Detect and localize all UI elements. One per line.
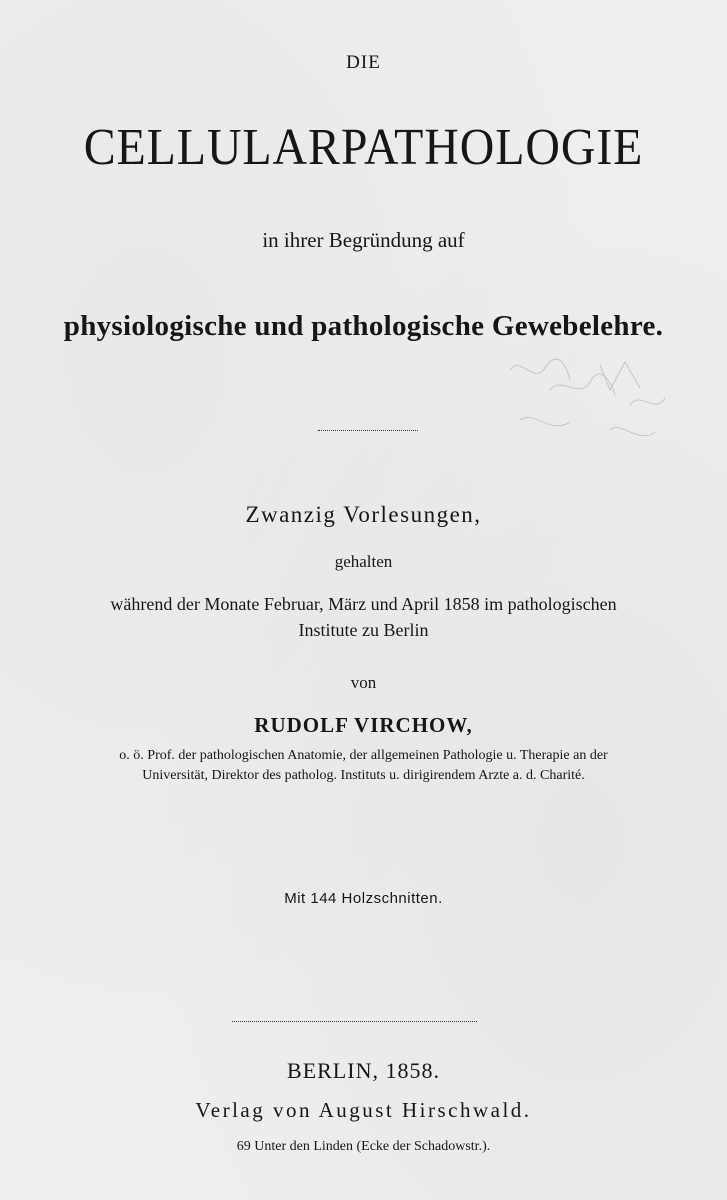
held-line: gehalten [334,552,393,571]
subtitle-line-2: physiologische und pathologische Gewebelehre. [63,310,664,342]
pencil-scribble [490,350,680,470]
illustrations-note: Mit 144 Holzschnitten. [284,890,443,907]
divider-rule-top [318,430,418,431]
author-credentials-line-1: o. ö. Prof. der pathologischen Anatomie, der allgemeinen Pathologie u. Therapie an der [119,748,608,763]
book-title: CELLULARPATHOLOGIE [83,119,644,176]
divider-rule-bottom [232,1021,477,1022]
place-and-year: BERLIN, 1858. [287,1058,440,1083]
title-article: DIE [346,52,381,73]
author-name: RUDOLF VIRCHOW, [254,713,473,737]
by-line: von [350,673,377,692]
during-line-1: während der Monate Februar, März und April 1858 im pathologischen [110,594,617,614]
lectures-line: Zwanzig Vorlesungen, [245,502,482,527]
author-credentials-line-2: Universität, Direktor des patholog. Instituts u. dirigirendem Arzte a. d. Charité. [142,768,585,783]
publisher-line: Verlag von August Hirschwald. [195,1098,532,1122]
during-line-2: Institute zu Berlin [298,620,429,640]
subtitle-line-1: in ihrer Begründung auf [262,228,465,252]
publisher-address: 69 Unter den Linden (Ecke der Schadowstr.). [236,1139,491,1154]
